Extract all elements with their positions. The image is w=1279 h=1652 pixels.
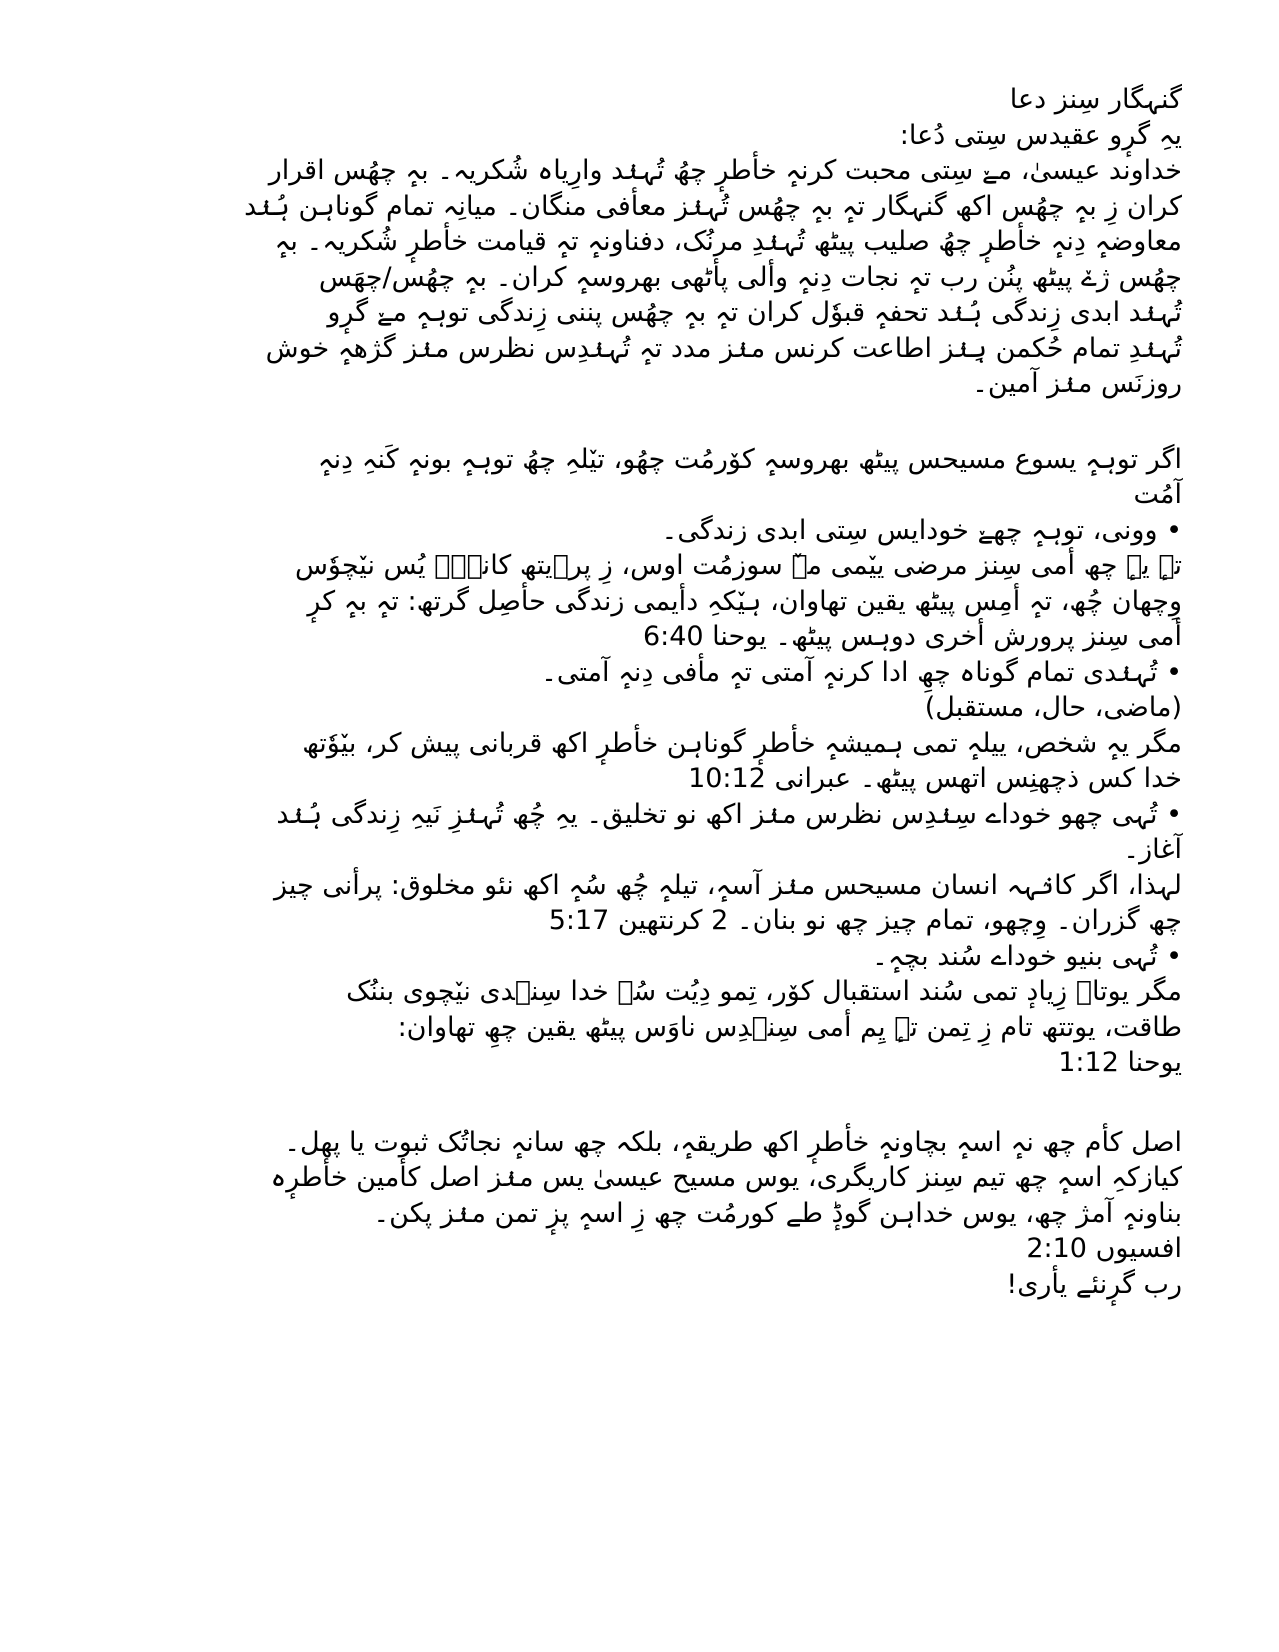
verse-reference-ephesians-2-10: افسیوں 2:10 <box>1026 1233 1182 1264</box>
prayer-line: معاوضہٕ دِنہٕ خأطرٕ چھُ صلیب پیٹھ تُہنٛدِ مرنُک، دفناونہٕ تہٕ قیامت خأطرٕ شُکریہ۔ بہٕ <box>274 226 1182 257</box>
verse-reference-2-corinthians-5-17: چھ گزران۔ وِچھو، تمام چیز چھ نو بنان۔ 2 کرنتھین 5:17 <box>548 905 1182 936</box>
verse-line: مگر یہٕ شخص، ییلہٕ تمی ہمیشہٕ خأطرٕ گوناہن خأطرٕ اکھ قربانی پیش کر، بیٚوٗتھ <box>302 727 1182 759</box>
verse-line: تہٕ یہٕ چھ أمی سِنز مرضی ییٚمی مےٚ سوزمُت اوس، زِ پرٛیتھ کانٛہہ یُس نیٚچوٗس <box>294 550 1182 581</box>
verse-line: وِچھان چُھ، تہٕ أمِس پیٹھ یقین تھاوان، ہیٚکہِ دأیمی زندگی حأصِل گرتھ: تہٕ بہٕ کرٕ <box>307 585 1182 617</box>
section-intro-line: اگر توہہٕ یسوع مسیحس پیٹھ بھروسہٕ کوٚرمُت چھُو، تیٚلہِ چھُ توہہٕ بونہٕ کَنہِ دِنہٕ <box>317 443 1182 475</box>
document-title: گنہگار سِنز دعا <box>1009 84 1182 115</box>
prayer-paragraph <box>128 153 1182 402</box>
verse-line: طاقت، یوتتھ تام زِ تِمن تہٕ یِم أمی سِنٛدِس ناوَس پیٹھ یقین چھِ تھاوان: <box>397 1011 1182 1043</box>
verse-reference-john-6-40: أمی سِنز پرورش أخری دوہس پیٹھ۔ یوحنا 6:40 <box>642 621 1182 652</box>
prayer-line: تُہنٛدِ تمام حُکمن ہِنٛز اطاعت کرنس منٛز مدد تہٕ تُہنٛدِس نظرس منٛز گژھہٕ خوش <box>265 332 1182 364</box>
paragraph-line: کیازکہِ اسہٕ چھ تیم سِنز کاریگری، یوس مسیح عیسیٰ یس منٛز اصل کأمین خأطرٕہ <box>270 1162 1182 1193</box>
section-spacer <box>128 1081 1182 1125</box>
verse-line: لہذا، اگر کانٛہہ انسان مسیحس منٛز آسہٕ، تیلہٕ چُھ سُہٕ اکھ نئو مخلوق: پرأنی چیز <box>273 869 1182 901</box>
verse-reference-hebrews-10-12: خدا کس ذچھنِس اتھس پیٹھ۔ عبرانی 10:12 <box>688 763 1182 794</box>
paragraph-line: اصل کأم چھ نہٕ اسہٕ بچاونہٕ خأطرٕ اکھ طریقہٕ، بلکہ چھ سانہٕ نجاتُک ثبوت یا پھل۔ <box>284 1126 1182 1158</box>
good-works-section <box>128 1125 1182 1303</box>
section-intro-line: آمُت <box>1133 479 1182 510</box>
section-spacer <box>128 402 1182 442</box>
bullet-note: (ماضی، حال، مستقبل) <box>924 692 1182 723</box>
closing-blessing: رب گرٕنئے یأری! <box>1006 1268 1182 1300</box>
prayer-line: خداوند عیسیٰ، مےٚ سِتی محبت کرنہٕ خأطرٕ چھُ تُہنٛد وارِیاہ شُکریہ۔ بہٕ چھُس اقرار <box>268 155 1182 186</box>
prayer-line: کران زِ بہٕ چھُس اکھ گنہگار تہٕ بہٕ چھُس تُہنٛز معأفی منگان۔ میانِہ تمام گوناہن ہُنٛد <box>244 190 1182 222</box>
bullet-eternal-life: • وونی، توہہٕ چھےٚ خودایس سِتی ابدی زندگی۔ <box>661 514 1182 546</box>
bullet-sins-forgiven: • تُہنٛدی تمام گوناہ چھِ ادا کرنہٕ آمتی تہٕ مأفی دِنہٕ آمتی۔ <box>541 656 1182 688</box>
verse-reference-john-1-12: یوحنا 1:12 <box>1058 1047 1182 1078</box>
bullet-new-creation: • تُہی چھو خوداے سِنٛدِس نظرس منٛز اکھ نو تخلیق۔ یہِ چُھ تُہنٛزِ نَیہِ زِندگی ہُنٛد <box>276 798 1182 830</box>
document-page <box>128 82 1182 1302</box>
assurance-section <box>128 442 1182 1081</box>
bullet-continuation: آغاز۔ <box>1123 834 1182 865</box>
prayer-line: چھُس ژےٚ پیٹھ پنُن رب تہٕ نجات دِنہٕ وألی پأٹھی بھروسہٕ کران۔ بہٕ چھُس/چھَس <box>318 261 1182 293</box>
verse-line: مگر یوتاہ زِیادٕ تمی سُند استقبال کوٚر، تِمو دِیُت سُہ خدا سِنٛدی نیٚچوی بننُک <box>346 976 1182 1007</box>
bullet-child-of-god: • تُہی بنیو خوداے سُند بچہٕ۔ <box>872 940 1182 972</box>
prayer-line: روزنَس منٛز آمین۔ <box>972 368 1182 399</box>
paragraph-line: بناونہٕ آمژ چھ، یوس خداہن گوڈٕ طے کورمُت چھ زِ اسہٕ پزٕ تمن منٛز پکن۔ <box>373 1197 1182 1229</box>
prayer-line: تُہنٛد ابدی زِندگی ہُنٛد تحفہٕ قبوٗل کران تہٕ بہٕ چھُس پننی زِندگی توہہٕ مےٚ گرٕو <box>327 297 1182 328</box>
prayer-intro: یہِ گرٕو عقیدس سِتی دُعا: <box>899 119 1182 151</box>
